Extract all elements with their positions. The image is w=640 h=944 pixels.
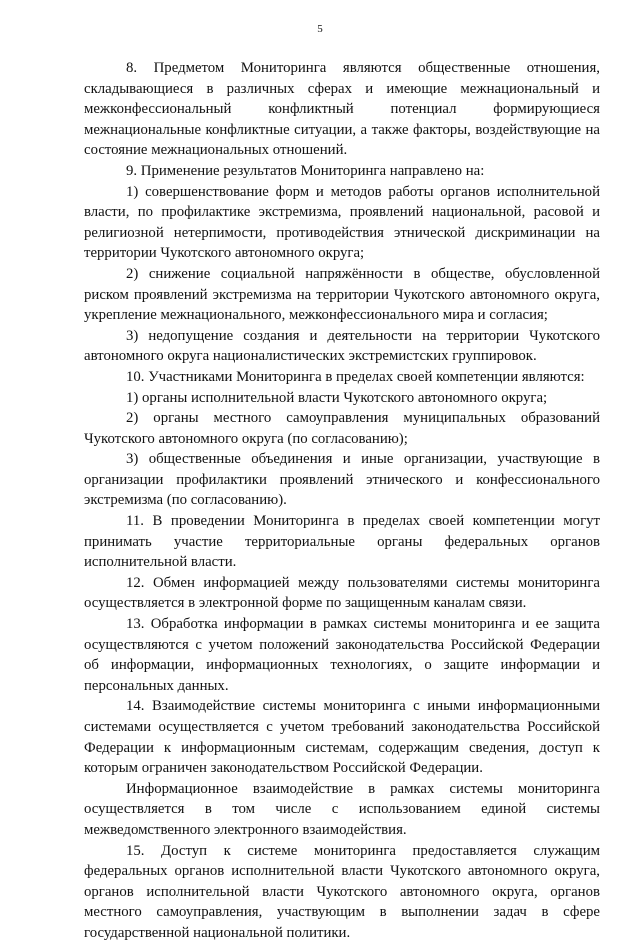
paragraph-item-13: 13. Обработка информации в рамках системы мониторинга и ее защита осуществляются с учетом положений законодательства Российской Федерации об информации, информационных технологиях, о защите информации и персональных данных. <box>84 616 600 694</box>
paragraph-item-9: 9. Применение результатов Мониторинга направлено на: <box>126 162 485 179</box>
paragraph-subitem-10-3: 3) общественные объединения и иные организации, участвующие в организации профилактики проявлений этнического и конфессионального экстремизма (по согласованию). <box>84 451 600 509</box>
paragraph-item-15: 15. Доступ к системе мониторинга предоставляется служащим федеральных органов исполнительной власти Чукотского автономного округа, органов исполнительной власти Чукотского автономного округа, органов местного самоуправления, участвующим в выполнении задач в сфере государственной национальной политики. <box>84 842 600 941</box>
paragraph-item-11: 11. В проведении Мониторинга в пределах своей компетенции могут принимать участие территориальные органы федеральных органов исполнительной власти. <box>84 513 600 571</box>
paragraph-item-12: 12. Обмен информацией между пользователями системы мониторинга осуществляется в электронной форме по защищенным каналам связи. <box>84 574 600 612</box>
paragraph-subitem-10-1: 1) органы исполнительной власти Чукотского автономного округа; <box>126 389 548 406</box>
page-number: 5 <box>317 23 323 35</box>
paragraph-subitem-9-3: 3) недопущение создания и деятельности на территории Чукотского автономного округа националистических экстремистских группировок. <box>84 327 600 365</box>
document-body <box>84 58 600 944</box>
paragraph-subitem-9-1: 1) совершенствование форм и методов работы органов исполнительной власти, по профилактике экстремизма, проявлений национальной, расовой и религиозной нетерпимости, противодействия этнической дискриминации на территории Чукотского автономного округа; <box>84 183 600 262</box>
paragraph-item-8: 8. Предметом Мониторинга являются общественные отношения, складывающиеся в различных сферах и имеющие межнациональный и межконфессиональный конфликтный потенциал формирующиеся межнациональные конфликтные ситуации, а также факторы, воздействующие на состояние межнациональных отношений. <box>84 60 600 159</box>
paragraph-item-10: 10. Участниками Мониторинга в пределах своей компетенции являются: <box>126 368 585 385</box>
paragraph-subitem-10-2: 2) органы местного самоуправления муниципальных образований Чукотского автономного округа (по согласованию); <box>84 410 600 447</box>
paragraph-item-14: 14. Взаимодействие системы мониторинга с иными информационными системами осуществляется с учетом требований законодательства Российской Федерации к информационным системам, содержащим сведения, доступ к которым ограничен законодательством Российской Федерации. <box>84 698 600 777</box>
paragraph-subitem-9-2: 2) снижение социальной напряжённости в обществе, обусловленной риском проявлений экстремизма на территории Чукотского автономного округа, укрепление межнационального, межконфессионального мира и согласия; <box>84 265 600 324</box>
paragraph-item-14-continuation: Информационное взаимодействие в рамках системы мониторинга осуществляется в том числе с использованием единой системы межведомственного электронного взаимодействия. <box>84 780 600 838</box>
